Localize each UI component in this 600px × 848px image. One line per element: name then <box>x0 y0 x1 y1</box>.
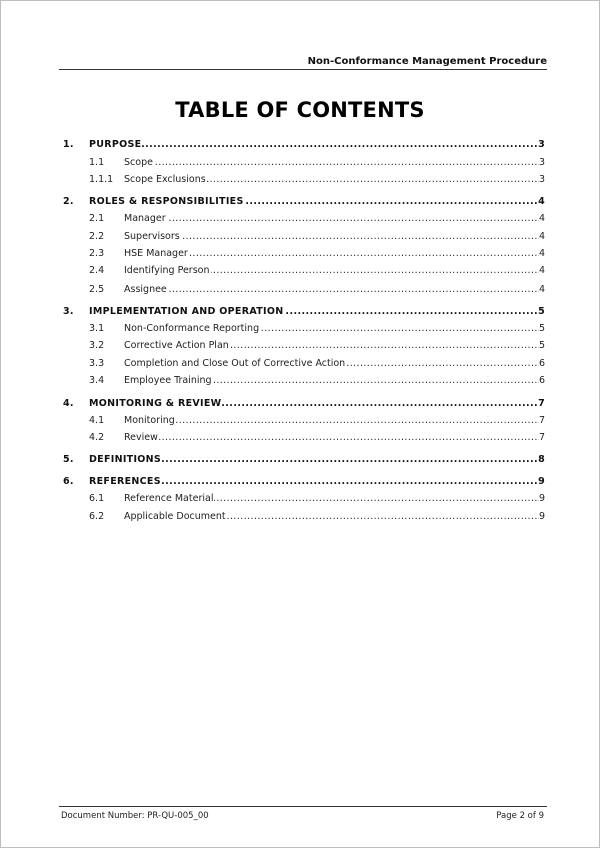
toc-entry-page-number: 7 <box>538 432 545 443</box>
toc-entry-page-number: 3 <box>538 157 545 168</box>
toc-entry-label: IMPLEMENTATION AND OPERATION <box>89 306 284 317</box>
toc-section-entry[interactable] <box>1 397 600 411</box>
toc-entry-number: 2. <box>63 196 74 207</box>
toc-entry-leader <box>89 195 539 209</box>
toc-entry-number: 2.2 <box>89 231 105 242</box>
toc-entry-leader <box>124 247 539 261</box>
toc-subsection-entry[interactable] <box>1 374 600 388</box>
toc-subsection-entry[interactable] <box>1 492 600 506</box>
toc-entry-label: HSE Manager <box>124 248 188 259</box>
toc-section-entry[interactable] <box>1 138 600 152</box>
toc-subsection-entry[interactable] <box>1 322 600 336</box>
toc-entry-label: Identifying Person <box>124 265 210 276</box>
toc-subsection-entry[interactable] <box>1 414 600 428</box>
header-title: Non-Conformance Management Procedure <box>307 56 547 67</box>
toc-subsection-entry[interactable] <box>1 339 600 353</box>
toc-entry-label: PURPOSE <box>89 139 142 150</box>
toc-entry-label: Review <box>124 432 158 443</box>
toc-section-entry[interactable] <box>1 453 600 467</box>
toc-entry-leader <box>124 173 539 187</box>
toc-title: TABLE OF CONTENTS <box>175 98 425 122</box>
toc-entry-label: Corrective Action Plan <box>124 340 229 351</box>
toc-entry-page-number: 7 <box>538 398 545 409</box>
toc-subsection-entry[interactable] <box>1 510 600 524</box>
toc-entry-page-number: 3 <box>538 174 545 185</box>
toc-subsection-entry[interactable] <box>1 264 600 278</box>
toc-entry-leader <box>124 339 539 353</box>
toc-entry-label: Applicable Document <box>124 511 226 522</box>
toc-entry-page-number: 4 <box>538 284 545 295</box>
toc-entry-page-number: 7 <box>538 415 545 426</box>
toc-section-entry[interactable] <box>1 195 600 209</box>
toc-entry-number: 4.2 <box>89 432 105 443</box>
toc-entry-page-number: 4 <box>538 196 545 207</box>
toc-entry-label: Assignee <box>124 284 167 295</box>
toc-entry-number: 5. <box>63 454 74 465</box>
toc-entry-label: Employee Training <box>124 375 212 386</box>
toc-entry-leader <box>124 156 539 170</box>
toc-entry-leader <box>124 212 539 226</box>
toc-entry-page-number: 8 <box>538 454 545 465</box>
toc-entry-label: Supervisors <box>124 231 180 242</box>
toc-entry-page-number: 9 <box>538 493 545 504</box>
toc-entry-number: 4. <box>63 398 74 409</box>
toc-entry-leader <box>89 138 539 152</box>
toc-subsection-entry[interactable] <box>1 156 600 170</box>
toc-section-entry[interactable] <box>1 305 600 319</box>
toc-entry-page-number: 6 <box>538 375 545 386</box>
toc-entry-leader <box>124 322 539 336</box>
toc-entry-number: 3.3 <box>89 358 105 369</box>
toc-subsection-entry[interactable] <box>1 431 600 445</box>
toc-entry-number: 6.2 <box>89 511 105 522</box>
toc-entry-page-number: 4 <box>538 231 545 242</box>
toc-entry-leader <box>89 475 539 489</box>
toc-entry-leader <box>89 305 539 319</box>
toc-entry-label: Scope <box>124 157 153 168</box>
toc-entry-label: DEFINITIONS <box>89 454 162 465</box>
toc-entry-page-number: 9 <box>538 476 545 487</box>
toc-entry-label: Scope Exclusions <box>124 174 206 185</box>
toc-entry-label: Completion and Close Out of Corrective Action <box>124 358 346 369</box>
toc-entry-page-number: 4 <box>538 265 545 276</box>
page-indicator: Page 2 of 9 <box>496 811 544 821</box>
toc-subsection-entry[interactable] <box>1 357 600 371</box>
toc-entry-label: Non-Conformance Reporting <box>124 323 260 334</box>
toc-entry-leader <box>89 397 539 411</box>
toc-entry-number: 2.3 <box>89 248 105 259</box>
toc-entry-label: REFERENCES <box>89 476 161 487</box>
toc-entry-leader <box>124 414 539 428</box>
toc-subsection-entry[interactable] <box>1 247 600 261</box>
document-number: Document Number: PR-QU-005_00 <box>61 811 209 821</box>
toc-entry-number: 2.1 <box>89 213 105 224</box>
toc-entry-leader <box>89 453 539 467</box>
toc-entry-leader <box>124 357 539 371</box>
toc-subsection-entry[interactable] <box>1 283 600 297</box>
toc-entry-leader <box>124 510 539 524</box>
toc-entry-page-number: 5 <box>538 340 545 351</box>
toc-section-entry[interactable] <box>1 475 600 489</box>
toc-entry-label: Reference Material <box>124 493 214 504</box>
toc-entry-number: 1. <box>63 139 74 150</box>
footer-divider <box>59 806 547 807</box>
toc-entry-page-number: 6 <box>538 358 545 369</box>
toc-entry-number: 1.1.1 <box>89 174 114 185</box>
toc-entry-page-number: 3 <box>538 139 545 150</box>
toc-entry-number: 6. <box>63 476 74 487</box>
toc-entry-number: 3.4 <box>89 375 105 386</box>
toc-entry-number: 4.1 <box>89 415 105 426</box>
toc-entry-label: ROLES & RESPONSIBILITIES <box>89 196 244 207</box>
toc-entry-page-number: 5 <box>538 306 545 317</box>
toc-entry-number: 2.4 <box>89 265 105 276</box>
toc-entry-number: 2.5 <box>89 284 105 295</box>
toc-entry-label: MONITORING & REVIEW <box>89 398 222 409</box>
toc-entry-leader <box>124 283 539 297</box>
toc-subsection-entry[interactable] <box>1 230 600 244</box>
toc-entry-leader <box>124 230 539 244</box>
toc-entry-label: Manager <box>124 213 166 224</box>
table-of-contents <box>1 1 600 848</box>
toc-entry-page-number: 5 <box>538 323 545 334</box>
toc-entry-number: 1.1 <box>89 157 105 168</box>
toc-entry-page-number: 9 <box>538 511 545 522</box>
toc-entry-page-number: 4 <box>538 248 545 259</box>
toc-entry-leader <box>124 431 539 445</box>
toc-entry-number: 6.1 <box>89 493 105 504</box>
toc-entry-number: 3. <box>63 306 74 317</box>
toc-entry-number: 3.2 <box>89 340 105 351</box>
toc-entry-number: 3.1 <box>89 323 105 334</box>
toc-entry-leader <box>124 264 539 278</box>
toc-entry-leader <box>124 374 539 388</box>
toc-entry-leader <box>124 492 539 506</box>
toc-subsection-entry[interactable] <box>1 212 600 226</box>
toc-entry-page-number: 4 <box>538 213 545 224</box>
toc-entry-label: Monitoring <box>124 415 175 426</box>
toc-subsection-entry[interactable] <box>1 173 600 187</box>
